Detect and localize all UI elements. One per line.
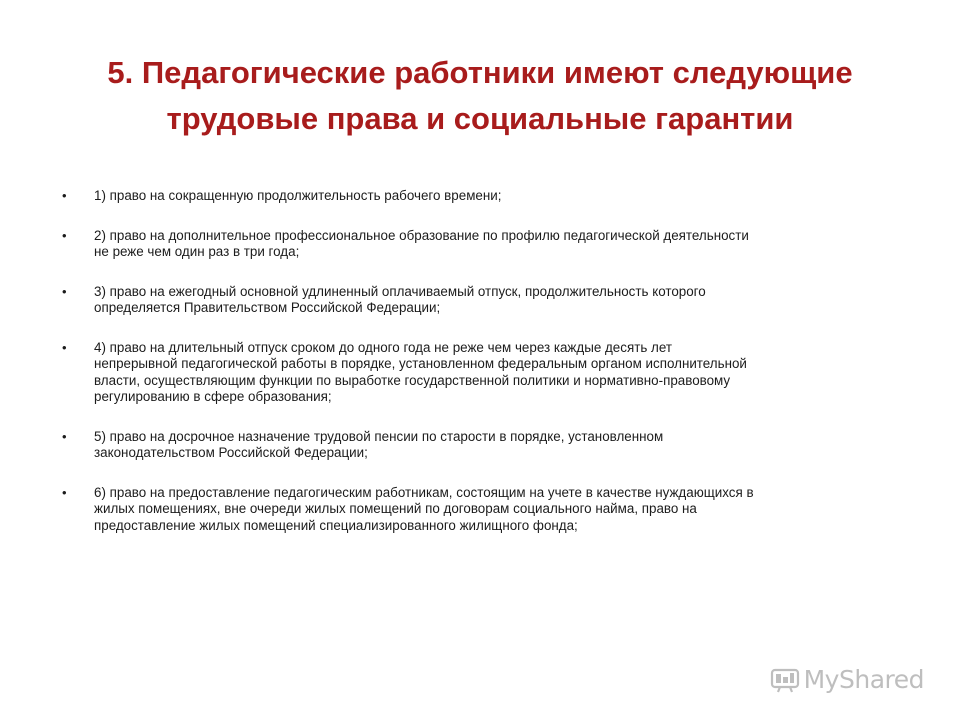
list-item <box>62 339 903 406</box>
list-item <box>62 484 903 535</box>
list-item-text: 5) право на досрочное назначение трудовой пенсии по старости в порядке, установленном законодательством Российской Федерации; <box>94 428 664 460</box>
list-item <box>62 227 903 261</box>
list-item-text: 2) право на дополнительное профессиональное образование по профилю педагогической деятельности не реже чем один раз в три года; <box>94 227 749 259</box>
myshared-logo-icon <box>770 667 800 693</box>
list-item-text: 6) право на предоставление педагогическим работникам, состоящим на учете в качестве нуждающихся в жилых помещениях, вне очереди жилых помещений по договорам социального найма, право на предоставление жилых помещений специализированного жилищного фонда; <box>94 484 754 533</box>
bullet-icon: • <box>62 484 67 500</box>
rights-list <box>62 188 903 557</box>
bullet-icon: • <box>62 339 67 355</box>
list-item-text: 1) право на сокращенную продолжительность рабочего времени; <box>94 188 502 203</box>
bullet-icon: • <box>62 428 67 444</box>
list-item <box>62 283 903 317</box>
list-item <box>62 188 903 205</box>
bullet-icon: • <box>62 227 67 243</box>
slide-title: 5. Педагогические работники имеют следующие трудовые права и социальные гарантии <box>107 55 853 136</box>
list-item-text: 3) право на ежегодный основной удлиненный оплачиваемый отпуск, продолжительность которого определяется Правительством Российской Федерации; <box>94 283 706 315</box>
watermark-text: MyShared <box>803 665 924 694</box>
list-item-text: 4) право на длительный отпуск сроком до одного года не реже чем через каждые десять лет непрерывной педагогической работы в порядке, установленном федеральным органом исполнительной власти, осуществляющим функции по выработке государственной политики и нормативно-правовому регулированию в сфере образования; <box>94 339 747 404</box>
list-item <box>62 428 903 462</box>
watermark <box>770 665 924 694</box>
bullet-icon: • <box>62 188 67 203</box>
bullet-icon: • <box>62 283 67 299</box>
